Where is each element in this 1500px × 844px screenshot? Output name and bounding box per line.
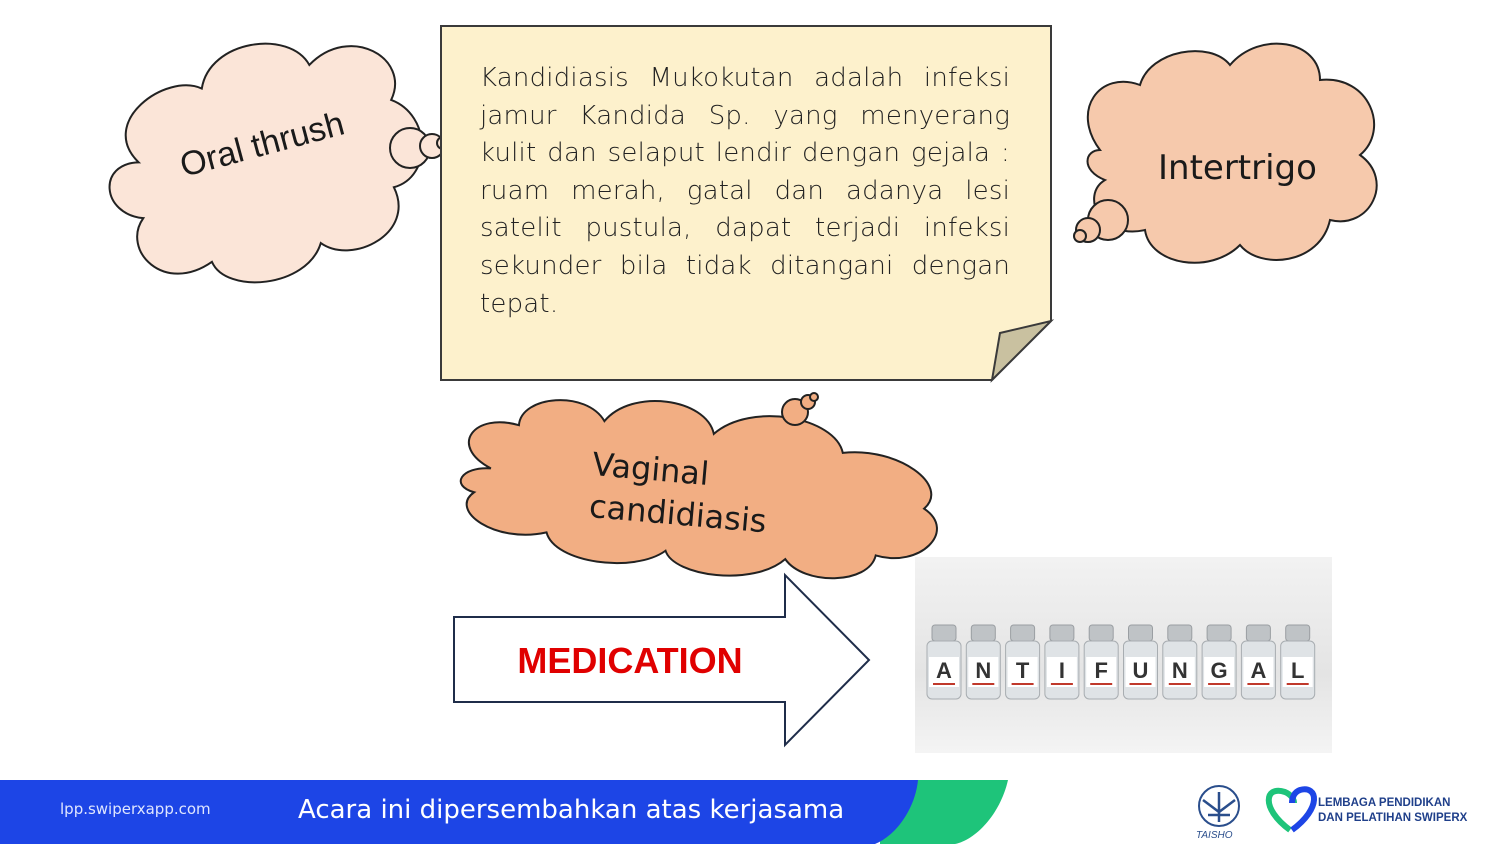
footer-sponsor-text: Acara ini dipersembahkan atas kerjasama: [298, 795, 845, 825]
vial-letter: L: [1290, 658, 1305, 683]
note-text: Kandidiasis Mukokutan adalah infeksi jamur Kandida Sp. yang menyerang kulit dan selaput lendir dengan gejala : ruam merah, gatal dan adanya lesi satelit pustula, dapat terjadi infeksi sekunder bila tidak ditangani dengan tepat.: [480, 63, 1010, 319]
lembaga-line1: LEMBAGA PENDIDIKAN: [1318, 797, 1451, 809]
footer-url[interactable]: lpp.swiperxapp.com: [60, 800, 211, 818]
taisho-label: TAISHO: [1196, 830, 1233, 841]
vial-letter: F: [1094, 658, 1108, 683]
oral-thrush-label: Oral thrush: [176, 104, 349, 185]
vial-letter: U: [1132, 658, 1149, 683]
medication-label: MEDICATION: [517, 640, 743, 681]
vial-letter: A: [936, 658, 952, 683]
intertrigo-label: Intertrigo: [1158, 148, 1317, 188]
vial-letter: T: [1015, 658, 1030, 683]
vial-letter: I: [1058, 658, 1065, 683]
vial-letter: G: [1210, 658, 1228, 683]
lembaga-line2: DAN PELATIHAN SWIPERX: [1318, 812, 1468, 824]
vial-letter: A: [1250, 658, 1267, 683]
vial-letter: N: [1171, 658, 1188, 683]
vaginal-label-line1: Vaginal: [590, 445, 711, 494]
vaginal-label-line2: candidiasis: [587, 487, 769, 541]
vial-letter: N: [975, 658, 992, 683]
